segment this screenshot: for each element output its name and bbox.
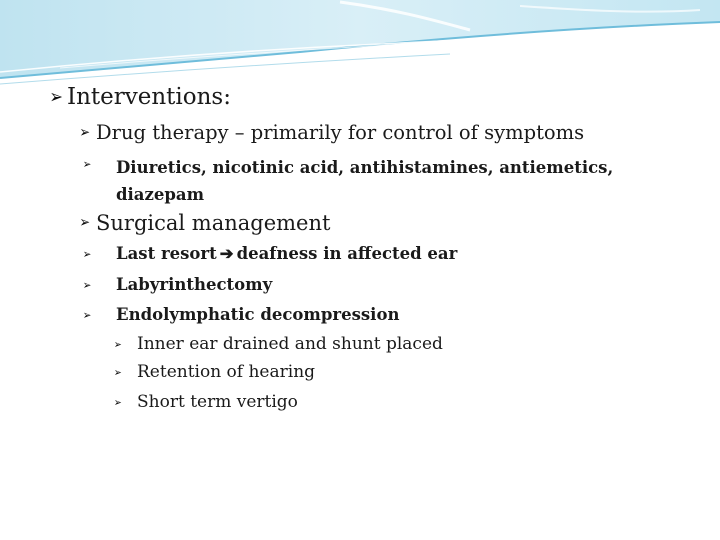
drug-therapy-item	[78, 121, 584, 144]
surgical-management-label: Surgical management	[96, 211, 331, 235]
arrow-bullet-icon: ➢	[79, 213, 91, 231]
arrow-bullet-icon: ➢	[113, 396, 122, 409]
arrow-bullet-icon: ➢	[113, 338, 122, 351]
subitem-text: Short term vertigo	[137, 392, 298, 412]
drug-list-item	[80, 154, 636, 208]
heading-text: Interventions:	[67, 84, 231, 110]
subitem-text: Retention of hearing	[137, 362, 316, 382]
endolymphatic-subitem	[112, 334, 443, 354]
endolymphatic-item	[80, 305, 399, 324]
labyrinthectomy-label: Labyrinthectomy	[116, 275, 273, 294]
arrow-bullet-icon: ➢	[82, 157, 92, 171]
right-arrow-icon: ➔	[219, 244, 234, 263]
drug-therapy-label: Drug therapy – primarily for control of symptoms	[96, 121, 585, 144]
endolymphatic-label: Endolymphatic decompression	[116, 305, 400, 324]
arrow-bullet-icon: ➢	[82, 278, 92, 292]
heading-interventions	[48, 84, 231, 110]
arrow-bullet-icon: ➢	[82, 247, 92, 261]
surgical-management-item	[78, 211, 330, 235]
endolymphatic-subitem	[112, 392, 298, 412]
subitem-text: Inner ear drained and shunt placed	[137, 334, 443, 354]
arrow-bullet-icon: ➢	[82, 308, 92, 322]
arrow-bullet-icon: ➢	[113, 366, 122, 379]
arrow-bullet-icon: ➢	[79, 123, 91, 141]
last-resort-result: deafness in affected ear	[236, 244, 458, 263]
labyrinthectomy-item	[80, 275, 272, 294]
arrow-bullet-icon: ➢	[49, 86, 63, 108]
drug-list-text: Diuretics, nicotinic acid, antihistamines, antiemetics, diazepam	[116, 158, 614, 204]
last-resort-label: Last resort	[116, 244, 217, 263]
last-resort-item	[80, 244, 457, 263]
endolymphatic-subitem	[112, 362, 315, 382]
